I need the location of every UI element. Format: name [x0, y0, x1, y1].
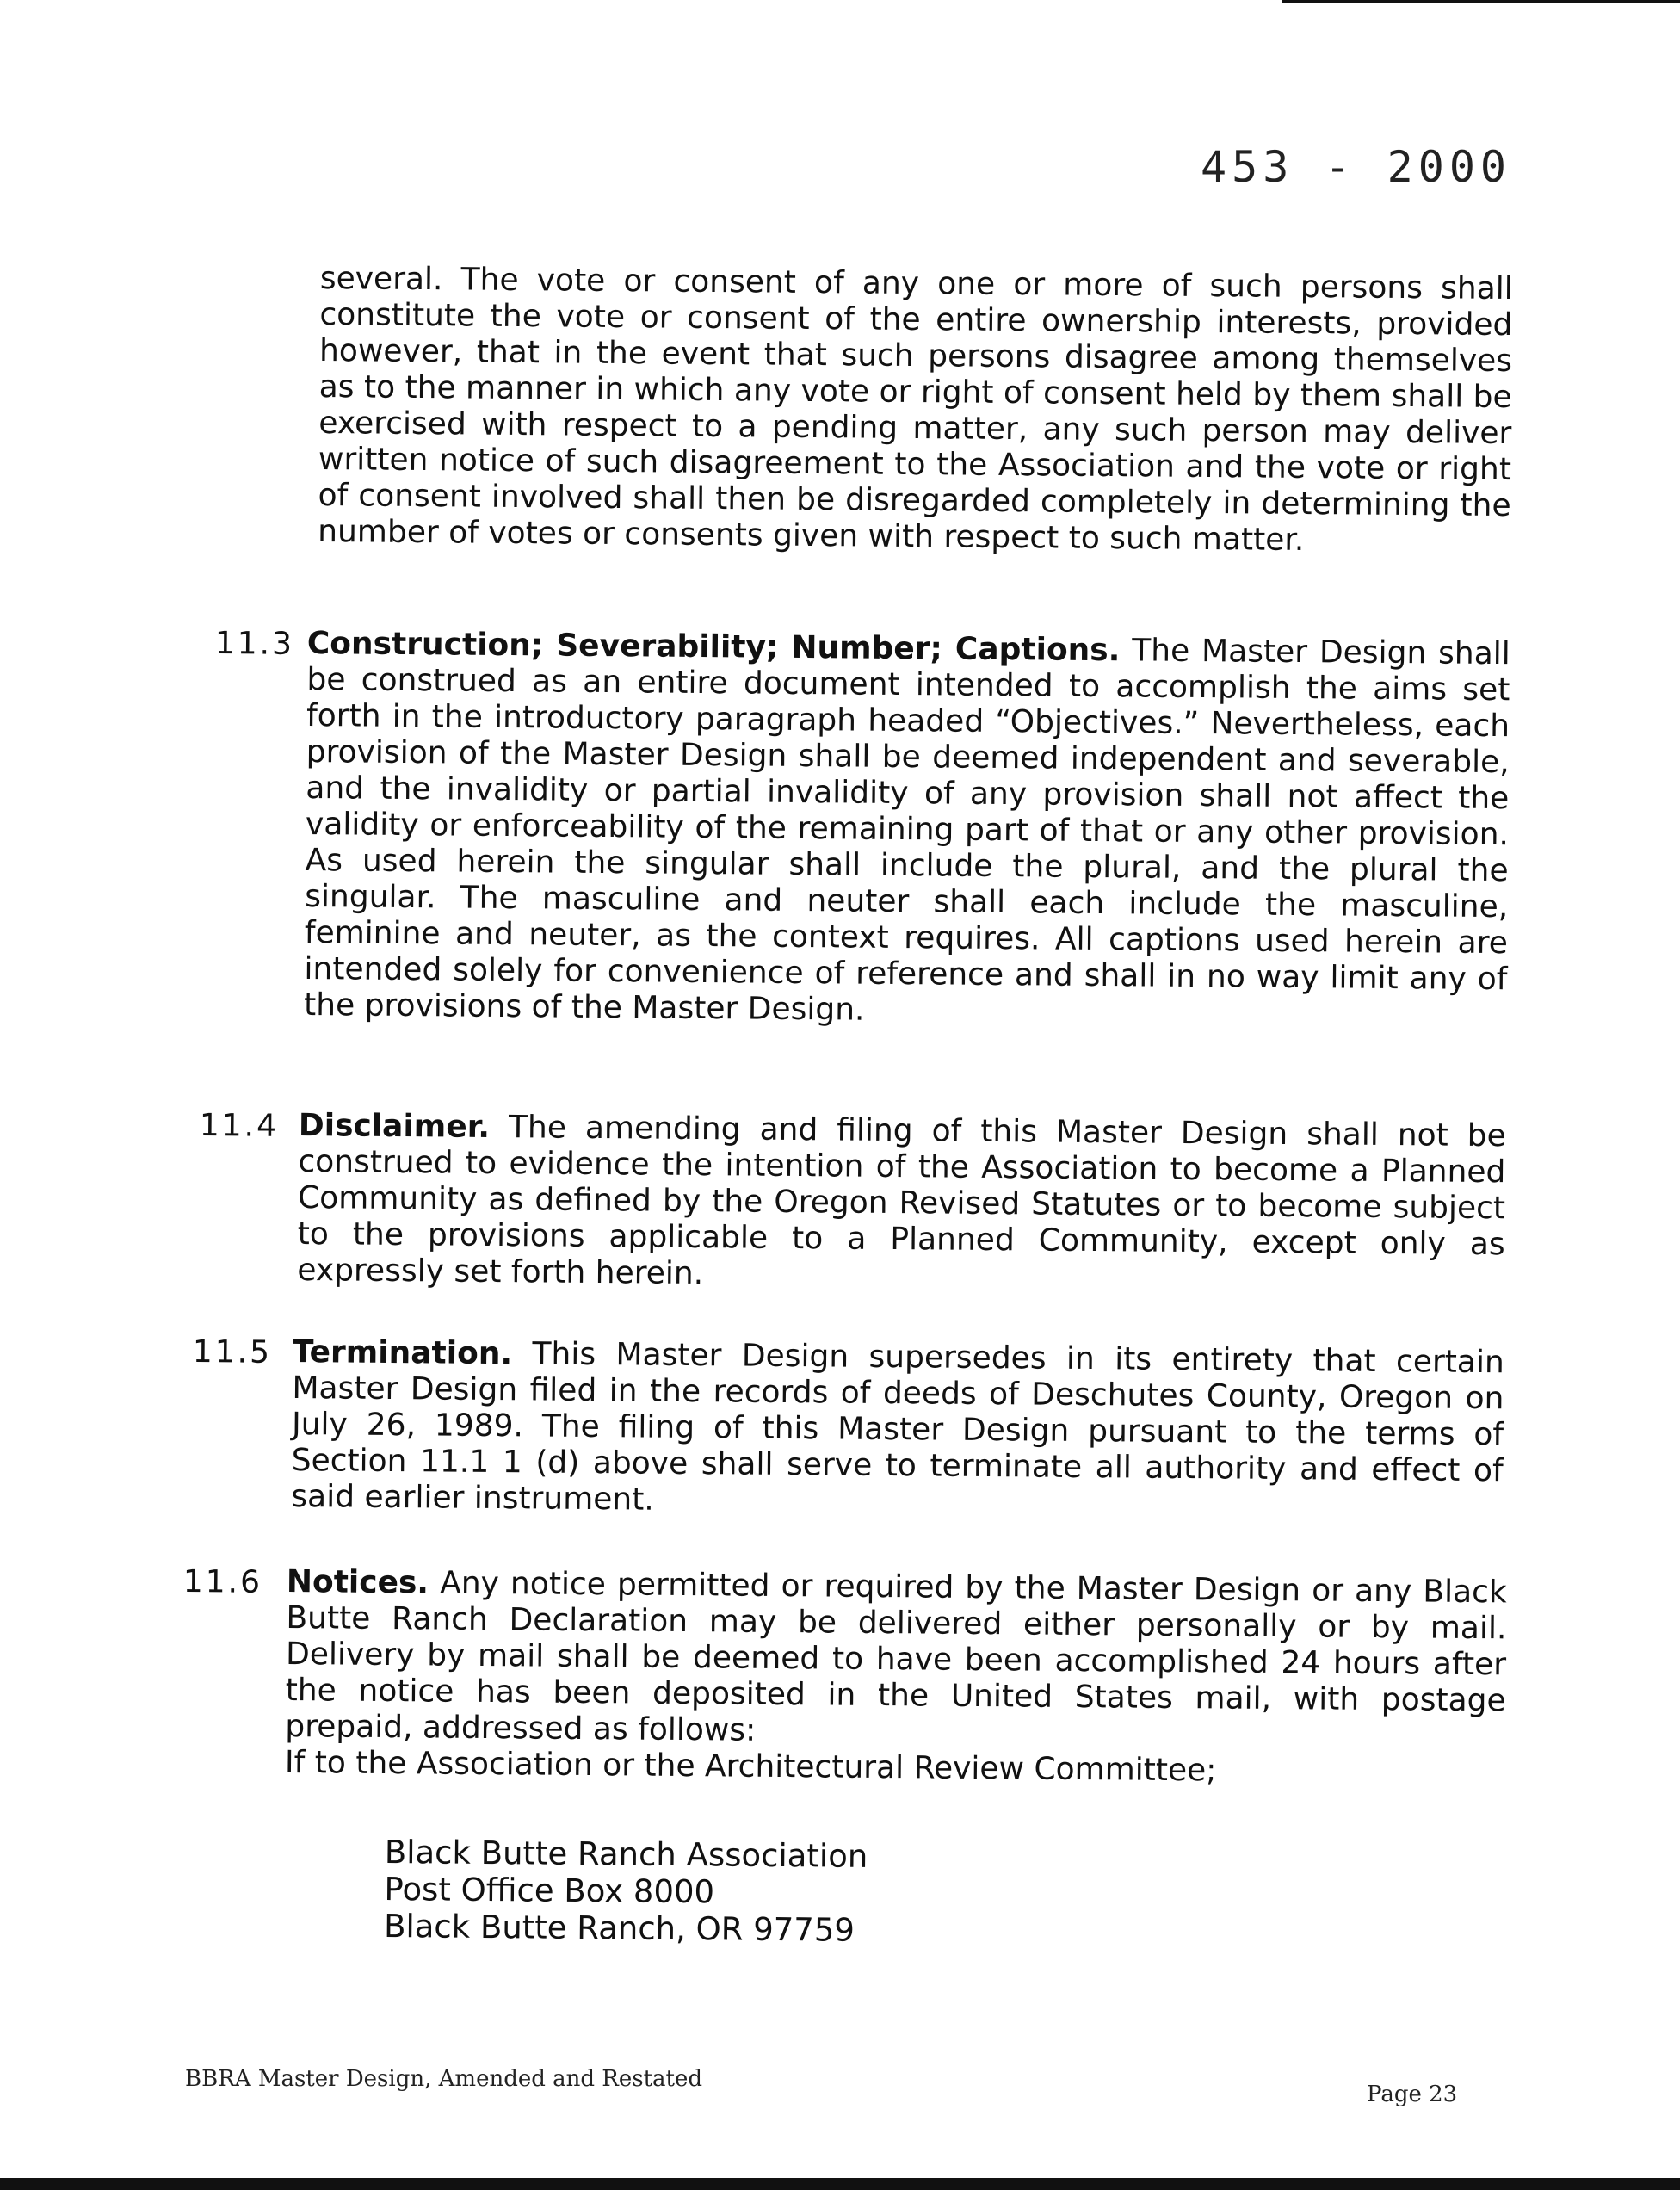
addressee-line: If to the Association or the Architectural Review Committee; [284, 1744, 1217, 1789]
address-line-2: Post Office Box 8000 [384, 1870, 715, 1911]
section-11-5 [291, 1334, 1504, 1525]
section-heading: Disclaimer. [298, 1108, 491, 1145]
section-heading: Termination. [292, 1334, 513, 1372]
section-number-11-3: 11.3 [214, 626, 295, 662]
section-body: Any notice permitted or required by the Master Design or any Black Butte Ranch Declaration may be delivered either personally or by mail. Delivery by mail shall be deemed to have been accomplished 24 hours after the notice has been deposited in the United States mail, with postage prepaid, addressed as follows: [285, 1565, 1507, 1748]
footer-document-title: BBRA Master Design, Amended and Restated [185, 2066, 703, 2092]
section-number-11-4: 11.4 [199, 1108, 280, 1144]
continued-paragraph: several. The vote or consent of any one or more of such persons shall constitute the vote or consent of the entire ownership interests, provided however, that in the event that such persons disagree among themselves as to the manner in which any vote or right of consent held by them shall be exercised with respect to a pending matter, any such person may deliver written notice of such disagreement to the Association and the vote or right of consent involved shall then be disregarded completely in determining the number of votes or consents given with respect to such matter. [318, 261, 1513, 558]
recording-number: 453 - 2000 [1201, 142, 1512, 192]
section-body: The amending and filing of this Master Design shall not be construed to evidence the intention of the Association to become a Planned Community as defined by the Oregon Revised Statutes or to become subject to the provisions applicable to a Planned Community, except only as expressly set forth herein. [297, 1110, 1506, 1292]
section-11-6 [285, 1564, 1507, 1791]
scan-edge-top [1282, 0, 1680, 3]
scan-edge-bottom [0, 2178, 1680, 2190]
footer-page-number: Page 23 [1367, 2082, 1458, 2107]
section-11-3 [304, 626, 1510, 1034]
section-heading: Construction; Severability; Number; Captions. [306, 626, 1121, 669]
section-body: This Master Design supersedes in its entirety that certain Master Design filed in the records of deeds of Deschutes County, Oregon on July 26, 1989. The filing of this Master Design pursuant to the terms of Section 11.1 1 (d) above shall serve to terminate all authority and effect of said earlier instrument. [291, 1336, 1504, 1518]
section-11-4 [297, 1108, 1506, 1299]
address-line-1: Black Butte Ranch Association [384, 1834, 868, 1875]
address-line-3: Black Butte Ranch, OR 97759 [383, 1907, 855, 1949]
section-number-11-5: 11.5 [192, 1334, 273, 1370]
section-body: The Master Design shall be construed as an entire document intended to accomplish the aims set forth in the introductory paragraph headed “Objectives.” Nevertheless, each provision of the Master Design shall be deemed independent and severable, and the invalidity or partial invalidity of any provision shall not affect the validity or enforceability of the remaining part of that or any other provision. As used herein the singular shall include the plural, and the plural the singular. The masculine and neuter shall each include the masculine, feminine and neuter, as the context requires. All captions used herein are intended solely for convenience of reference and shall in no way limit any of the provisions of the Master Design. [303, 633, 1510, 1028]
mailing-address [384, 1834, 868, 1949]
section-heading: Notices. [286, 1564, 429, 1601]
section-number-11-6: 11.6 [182, 1564, 263, 1600]
